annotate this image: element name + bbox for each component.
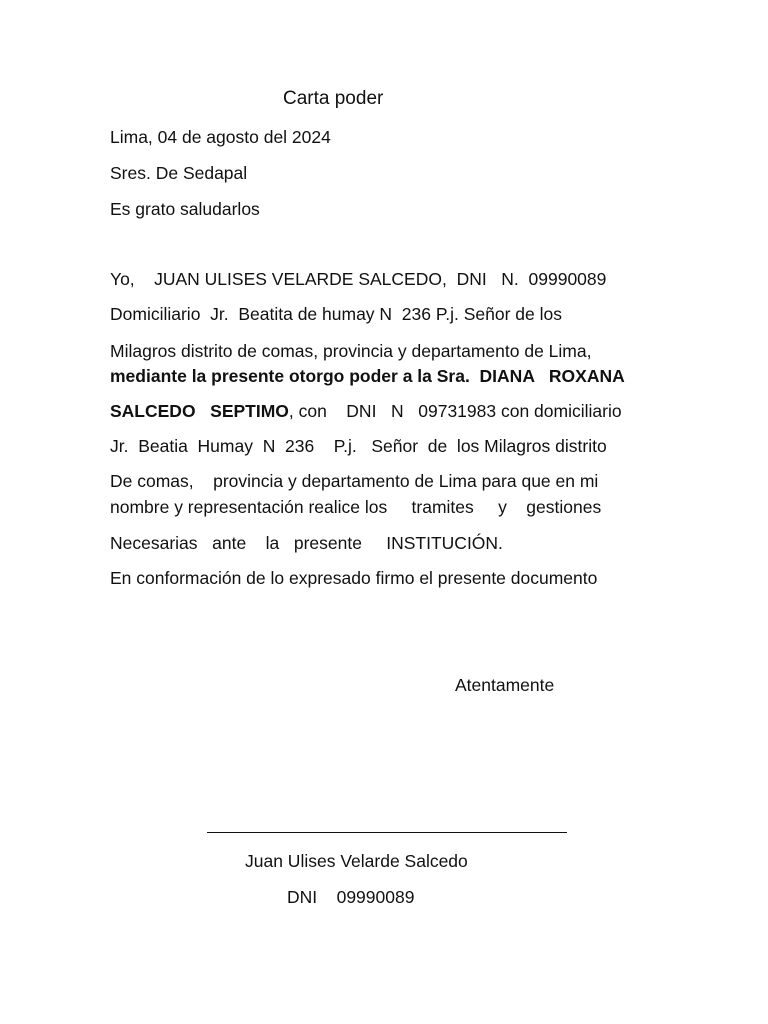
date-line: Lima, 04 de agosto del 2024 bbox=[110, 127, 331, 147]
body-line-2: Domiciliario Jr. Beatita de humay N 236 P.j. Señor de los bbox=[110, 304, 562, 324]
attorney-name-bold: SALCEDO SEPTIMO bbox=[110, 401, 289, 421]
body-line-9: Necesarias ante la presente INSTITUCIÓN. bbox=[110, 533, 503, 553]
signature-line bbox=[207, 832, 567, 833]
signature-dni: DNI 09990089 bbox=[287, 887, 415, 907]
body-line-1: Yo, JUAN ULISES VELARDE SALCEDO, DNI N. 09990089 bbox=[110, 269, 607, 289]
document-title: Carta poder bbox=[283, 88, 384, 109]
body-line-7: De comas, provincia y departamento de Lima para que en mi bbox=[110, 471, 599, 491]
body-line-3: Milagros distrito de comas, provincia y departamento de Lima, bbox=[110, 341, 592, 361]
body-line-4: mediante la presente otorgo poder a la Sra. DIANA ROXANA bbox=[110, 366, 625, 386]
signature-name: Juan Ulises Velarde Salcedo bbox=[245, 851, 468, 871]
closing-line: Atentamente bbox=[455, 675, 555, 695]
body-line-6: Jr. Beatia Humay N 236 P.j. Señor de los Milagros distrito bbox=[110, 436, 607, 456]
body-line-5-rest: , con DNI N 09731983 con domiciliario bbox=[288, 401, 622, 421]
greeting-line: Es grato saludarlos bbox=[110, 199, 260, 219]
recipient-line: Sres. De Sedapal bbox=[110, 163, 248, 183]
body-line-8: nombre y representación realice los tramites y gestiones bbox=[110, 497, 602, 517]
body-line-10: En conformación de lo expresado firmo el presente documento bbox=[110, 568, 598, 588]
body-line-5 bbox=[110, 400, 622, 422]
